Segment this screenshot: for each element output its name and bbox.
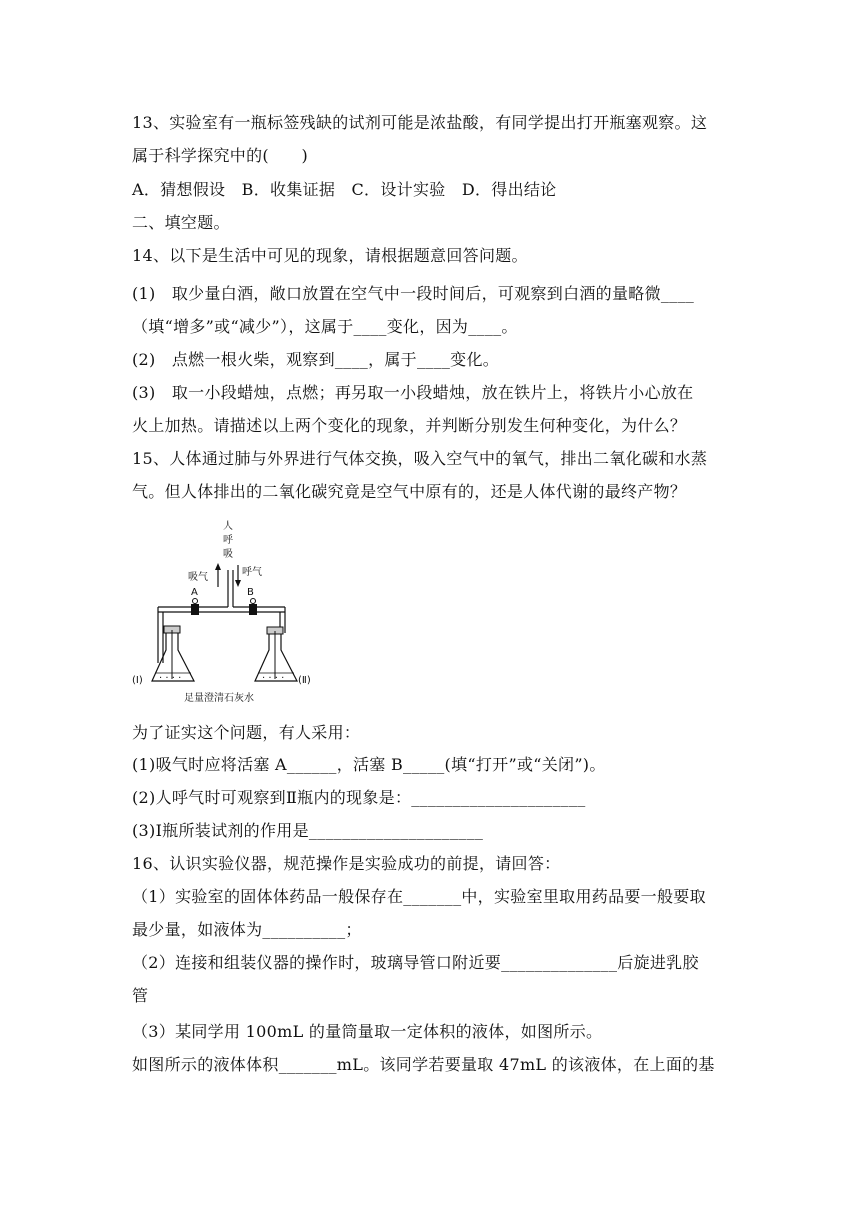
question-14-part-3-line-1: (3) 取一小段蜡烛，点燃；再另取一小段蜡烛，放在铁片上，将铁片小心放在 <box>132 383 694 402</box>
question-14-part-1-line-1: (1) 取少量白酒，敞口放置在空气中一段时间后，可观察到白酒的量略微____ <box>132 284 695 303</box>
section-heading-fill-blank: 二、填空题。 <box>132 213 230 232</box>
question-15-method: 为了证实这个问题，有人采用： <box>132 723 361 742</box>
svg-text:. . . .: . . . . <box>262 670 285 681</box>
bottle-1-label: (Ⅰ) <box>132 675 143 686</box>
question-16-part-3: （3）某同学用 100mL 的量筒量取一定体积的液体，如图所示。 <box>132 1022 603 1041</box>
question-16-part-2-line-2: 管 <box>132 986 149 1005</box>
valve-a-label: A <box>191 587 198 598</box>
question-16-part-2-line-1: （2）连接和组装仪器的操作时，玻璃导管口附近要______________后旋进乳胶 <box>132 953 699 972</box>
question-13-line-2: 属于科学探究中的( ) <box>132 146 309 165</box>
question-15-line-1: 15、人体通过肺与外界进行气体交换，吸入空气中的氧气，排出二氧化碳和水蒸 <box>132 449 708 468</box>
person-label-3: 吸 <box>223 549 233 560</box>
question-14-part-1-line-2: （填“增多”或“减少”），这属于____变化，因为____。 <box>132 317 518 336</box>
figure-caption: 足量澄清石灰水 <box>184 693 254 704</box>
exhale-label: 呼气 <box>242 567 262 578</box>
question-13-line-1: 13、实验室有一瓶标签残缺的试剂可能是浓盐酸，有同学提出打开瓶塞观察。这 <box>132 113 708 132</box>
breathing-apparatus-figure <box>132 515 340 707</box>
question-15-line-2: 气。但人体排出的二氧化碳究竟是空气中原有的，还是人体代谢的最终产物？ <box>132 482 687 501</box>
question-15-part-3: (3)Ⅰ瓶所装试剂的作用是_____________________ <box>132 821 484 840</box>
question-13-options: A．猜想假设 B．收集证据 C．设计实验 D．得出结论 <box>132 180 557 199</box>
question-16-part-3-continued: 如图所示的液体体积_______mL。该同学若要量取 47mL 的该液体，在上面的基 <box>132 1055 715 1074</box>
question-16-part-1-line-1: （1）实验室的固体体药品一般保存在_______中，实验室里取用药品要一般要取 <box>132 887 706 906</box>
question-14-stem: 14、以下是生活中可见的现象，请根据题意回答问题。 <box>132 246 528 265</box>
question-16-part-1-line-2: 最少量，如液体为__________； <box>132 920 362 939</box>
person-label-1: 人 <box>223 521 233 532</box>
inhale-label: 吸气 <box>188 572 208 583</box>
bottle-2-label: (Ⅱ) <box>298 675 311 686</box>
person-label-2: 呼 <box>223 535 233 546</box>
question-15-part-1: (1)吸气时应将活塞 A______，活塞 B_____(填“打开”或“关闭”)。 <box>132 755 606 774</box>
valve-b-label: B <box>247 587 254 598</box>
question-16-stem: 16、认识实验仪器，规范操作是实验成功的前提，请回答： <box>132 854 561 873</box>
question-15-part-2: (2)人呼气时可观察到Ⅱ瓶内的现象是：_____________________ <box>132 788 586 807</box>
question-14-part-3-line-2: 火上加热。请描述以上两个变化的现象，并判断分别发生何种变化，为什么？ <box>132 416 687 435</box>
svg-text:. . . .: . . . . <box>159 670 182 681</box>
question-14-part-2: (2) 点燃一根火柴，观察到____，属于____变化。 <box>132 350 500 369</box>
